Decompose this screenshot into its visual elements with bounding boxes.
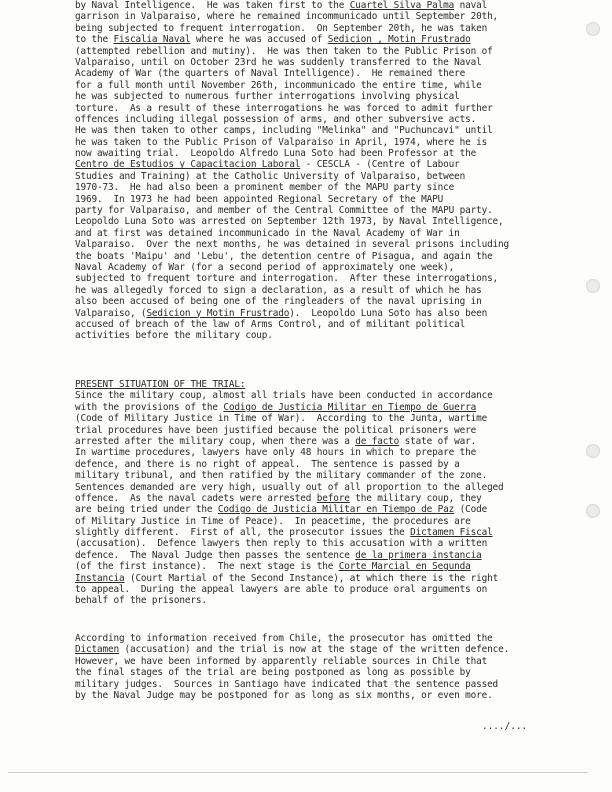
text-line: [75, 679, 575, 690]
underlined-term: PRESENT SITUATION OF THE TRIAL:: [75, 379, 246, 390]
text-line: [75, 80, 575, 91]
text-run: 1970-73. He had also been a prominent member of the MAPU party since: [75, 182, 455, 194]
text-line: [75, 0, 575, 11]
text-run: he was allegedly forced to sign a declaration, as a result of which he has: [75, 284, 482, 296]
underlined-term: Fiscalia Naval: [113, 34, 191, 46]
text-run: the final stages of the trial are being postponed as long as possible by: [75, 667, 471, 679]
text-run: (Code of Military Justice in Time of War). According to the Junta, wartime: [75, 413, 488, 425]
text-line: [75, 91, 575, 102]
text-line: [75, 482, 575, 493]
page-edge-divider: [8, 772, 588, 773]
underlined-term: before: [316, 492, 350, 504]
text-run: being subjected to frequent interrogation. On September 20th, he was taken: [75, 22, 488, 34]
text-run: garrison in Valparaiso, where he remained incommunicado until September 20th,: [75, 11, 499, 23]
punch-hole-icon: [586, 22, 600, 36]
text-line: [75, 216, 575, 227]
text-run: for a full month until November 26th, incommunicado the entire time, while: [75, 79, 482, 91]
text-run: defence, and there is no right of appeal. The sentence is passed by a: [75, 458, 460, 470]
text-line: [75, 46, 575, 57]
text-run: offence. As the naval cadets were arrested: [75, 492, 317, 504]
text-line: [75, 330, 575, 341]
text-run: Academy of War (the quarters of Naval Intelligence). He remained there: [75, 68, 466, 80]
text-run: (Court Martial of the Second Instance), at which there is the right: [124, 572, 499, 584]
text-run: 1969. In 1973 he had been appointed Regional Secretary of the MAPU: [75, 193, 444, 205]
text-line: [75, 573, 575, 584]
text-line: [75, 251, 575, 262]
text-line: [75, 516, 575, 527]
text-run: Valparaiso, (: [75, 307, 147, 319]
text-line: [75, 413, 575, 424]
text-line: [75, 550, 575, 561]
text-run: arrested after the military coup, when there was a: [75, 435, 356, 447]
underlined-term: Sedicion y Motin Frustrado: [146, 307, 290, 319]
underlined-term: de la primera instancia: [355, 549, 482, 561]
text-run: activities before the military coup.: [75, 330, 273, 342]
text-line: [75, 390, 575, 401]
text-run: (accusation) and the trial is now at the stage of the written defence.: [118, 644, 510, 656]
text-run: (Code: [454, 504, 488, 516]
text-line: [75, 584, 575, 595]
text-line: [75, 23, 575, 34]
text-run: of Military Justice in Time of Peace). In peacetime, the procedures are: [75, 515, 471, 527]
text-line: [75, 493, 575, 504]
text-run: to appeal. During the appeal lawyers are able to produce oral arguments on: [75, 584, 488, 596]
text-run: According to information received from Chile, the prosecutor has omitted the: [75, 633, 493, 644]
text-line: [75, 285, 575, 296]
text-run: also been accused of being one of the ringleaders of the naval uprising in: [75, 296, 482, 308]
text-line: [75, 68, 575, 79]
text-line: [75, 171, 575, 182]
text-run: Since the military coup, almost all trials have been conducted in accordance: [75, 390, 493, 402]
text-run: Valparaiso. Over the next months, he was detained in several prisons including: [75, 239, 510, 251]
paragraph-detentions: [75, 0, 575, 342]
text-line: [75, 447, 575, 458]
text-line: [75, 538, 575, 549]
continuation-marker: ..../...: [482, 721, 528, 732]
text-run: naval: [454, 0, 488, 11]
text-run: defence. The Naval Judge then passes the sentence: [75, 549, 356, 561]
text-run: slightly different. First of all, the prosecutor issues the: [75, 527, 411, 539]
text-line: [75, 11, 575, 22]
text-run: are being tried under the: [75, 504, 218, 516]
text-line: [75, 470, 575, 481]
text-line: [75, 296, 575, 307]
underlined-term: Centro de Estudios y Capacitacion Laboral: [75, 159, 301, 171]
underlined-term: Sedicion , Motin Frustrado: [327, 34, 471, 46]
text-run: the boats 'Maipu' and 'Lebu', the detention centre of Pisagua, and again the: [75, 250, 493, 262]
text-line: [75, 228, 575, 239]
text-line: [75, 690, 575, 701]
text-run: - CESCLA - (Centre of Labour: [300, 159, 460, 171]
text-line: [75, 633, 575, 644]
text-run: the military coup, they: [349, 492, 482, 504]
text-line: [75, 137, 575, 148]
text-run: behalf of the prisoners.: [75, 595, 207, 607]
text-run: state of war.: [399, 435, 477, 447]
underlined-term: Codigo de Justicia Militar en Tiempo de Guerra: [223, 401, 477, 413]
text-run: to the: [75, 34, 114, 46]
text-run: Sentences demanded are very high, usually out of all proportion to the alleged: [75, 481, 504, 493]
text-line: [75, 436, 575, 447]
text-line: [75, 319, 575, 330]
text-run: In wartime procedures, lawyers have only 48 hours in which to prepare the: [75, 447, 477, 459]
text-run: Valparaiso, until on October 23rd he was suddenly transferred to the Naval: [75, 56, 482, 68]
text-line: [75, 595, 575, 606]
text-line: [75, 57, 575, 68]
text-line: [75, 644, 575, 655]
text-line: [75, 239, 575, 250]
text-line: [75, 148, 575, 159]
text-run: subjected to frequent torture and interrogation. After these interrogations,: [75, 273, 499, 285]
text-run: by Naval Intelligence. He was taken first to the: [75, 0, 350, 11]
text-line: [75, 402, 575, 413]
text-line: [75, 103, 575, 114]
text-line: [75, 527, 575, 538]
text-line: [75, 379, 575, 390]
underlined-term: Dictamen: [75, 644, 119, 656]
text-line: [75, 459, 575, 470]
text-run: by the Naval Judge may be postponed for as long as six months, or even more.: [75, 689, 493, 701]
text-run: (attempted rebellion and mutiny). He was then taken to the Public Prison of: [75, 45, 493, 57]
text-run: offences including illegal possession of arms, and other subversive acts.: [75, 113, 477, 125]
text-run: party for Valparaiso, and member of the Central Committee of the MAPU party.: [75, 205, 493, 217]
text-run: ). Leopoldo Luna Soto has also been: [289, 307, 488, 319]
text-run: Leopoldo Luna Soto was arrested on September 12th 1973, by Naval Intelligence,: [75, 216, 504, 228]
paragraph-information-received: [75, 633, 575, 701]
text-run: Studies and Training) at the Catholic University of Valparaiso, between: [75, 170, 466, 182]
text-run: with the provisions of the: [75, 401, 224, 413]
underlined-term: Corte Marcial en Segunda: [338, 561, 471, 573]
text-run: military tribunal, and then ratified by the military commander of the zone.: [75, 470, 488, 482]
text-line: [75, 262, 575, 273]
punch-hole-icon: [586, 504, 600, 518]
text-line: [75, 125, 575, 136]
underlined-term: Cuartel Silva Palma: [349, 0, 455, 11]
text-run: and at first was detained incommunicado in the Naval Academy of War in: [75, 227, 460, 239]
text-run: However, we have been informed by apparently reliable sources in Chile that: [75, 655, 488, 667]
text-run: accused of breach of the law of Arms Control, and of militant political: [75, 318, 466, 330]
text-run: military judges. Sources in Santiago have indicated that the sentence passed: [75, 678, 499, 690]
text-line: [75, 667, 575, 678]
text-line: [75, 159, 575, 170]
text-run: he was subjected to numerous further interrogations involving physical: [75, 91, 460, 103]
text-line: [75, 114, 575, 125]
text-run: now awaiting trial. Leopoldo Alfredo Luna Soto had been Professor at the: [75, 148, 477, 160]
text-line: [75, 182, 575, 193]
underlined-term: Dictamen Fiscal: [410, 527, 493, 539]
text-run: where he was accused of: [190, 34, 328, 46]
underlined-term: de facto: [355, 435, 400, 447]
text-line: [75, 425, 575, 436]
text-run: (of the first instance). The next stage is the: [75, 561, 339, 573]
text-line: [75, 34, 575, 45]
text-line: [75, 273, 575, 284]
paragraph-trial-situation: [75, 379, 575, 607]
punch-hole-icon: [586, 444, 600, 458]
text-run: (accusation). Defence lawyers then reply to this accusation with a written: [75, 538, 488, 550]
text-run: He was then taken to other camps, including "Melinka" and "Puchuncavi" until: [75, 125, 493, 137]
underlined-term: Instancia: [75, 572, 125, 584]
text-run: he was taken to the Public Prison of Valparaiso in April, 1974, where he is: [75, 136, 488, 148]
text-run: Naval Academy of War (for a second period of approximately one week),: [75, 261, 455, 273]
punch-hole-icon: [586, 279, 600, 293]
text-line: [75, 308, 575, 319]
text-line: [75, 504, 575, 515]
text-line: [75, 656, 575, 667]
text-line: [75, 194, 575, 205]
underlined-term: Codigo de Justicia Militar en Tiempo de Paz: [217, 504, 455, 516]
text-line: [75, 561, 575, 572]
text-run: trial procedures have been justified because the political prisoners were: [75, 424, 477, 436]
text-run: torture. As a result of these interrogations he was forced to admit further: [75, 102, 493, 114]
text-line: [75, 205, 575, 216]
